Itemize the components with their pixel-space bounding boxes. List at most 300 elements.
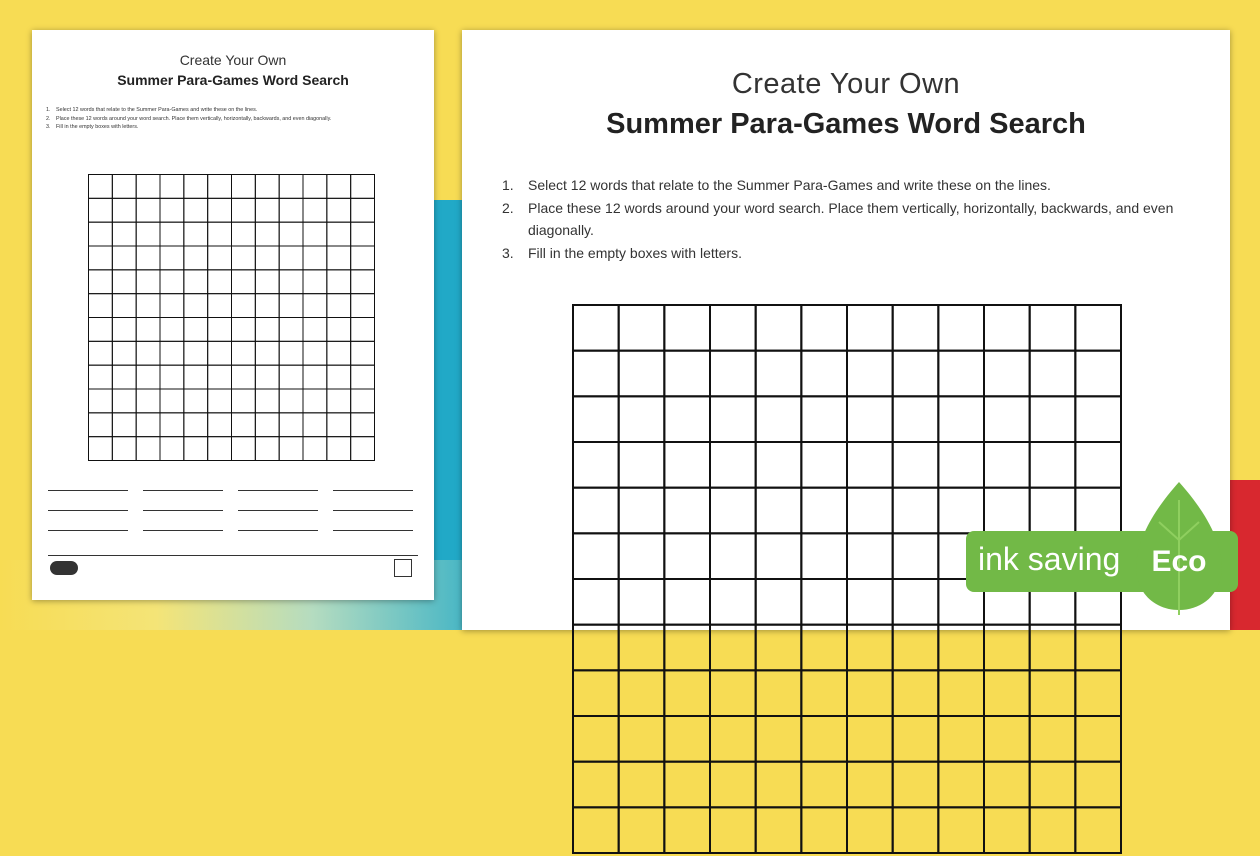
- grid-cell: [756, 579, 802, 625]
- twinkl-logo: [50, 561, 78, 575]
- instruction-number: 1.: [46, 107, 51, 113]
- grid-cell: [938, 442, 984, 488]
- grid-cell: [801, 762, 847, 808]
- grid-cell: [573, 305, 619, 351]
- answer-line: [48, 530, 128, 531]
- grid-cell: [847, 533, 893, 579]
- grid-cell: [160, 270, 184, 294]
- grid-cell: [619, 762, 665, 808]
- grid-cell: [1075, 442, 1121, 488]
- grid-cell: [710, 716, 756, 762]
- grid-cell: [112, 318, 136, 342]
- page-title-line1: Create Your Own: [731, 68, 961, 100]
- grid-cell: [255, 389, 279, 413]
- answer-line: [333, 490, 413, 491]
- grid-cell: [232, 341, 256, 365]
- grid-cell: [112, 413, 136, 437]
- grid-cell: [255, 246, 279, 270]
- grid-cell: [710, 579, 756, 625]
- grid-cell: [573, 533, 619, 579]
- grid-cell: [984, 625, 1030, 671]
- grid-cell: [208, 198, 232, 222]
- grid-cell: [1075, 305, 1121, 351]
- grid-cell: [710, 762, 756, 808]
- grid-cell: [710, 305, 756, 351]
- grid-cell: [232, 294, 256, 318]
- grid-cell: [184, 318, 208, 342]
- grid-cell: [255, 294, 279, 318]
- grid-cell: [847, 305, 893, 351]
- instruction-item: [502, 197, 1202, 242]
- grid-cell: [208, 341, 232, 365]
- grid-cell: [184, 294, 208, 318]
- grid-cell: [208, 413, 232, 437]
- grid-cell: [160, 294, 184, 318]
- grid-cell: [89, 437, 113, 461]
- grid-cell: [847, 807, 893, 853]
- grid-cell: [664, 533, 710, 579]
- grid-cell: [847, 762, 893, 808]
- grid-cell: [184, 270, 208, 294]
- grid-cell: [664, 351, 710, 397]
- page-title-line2: Summer Para-Games Word Search: [606, 108, 1086, 140]
- grid-cell: [279, 246, 303, 270]
- grid-cell: [136, 413, 160, 437]
- grid-cell: [938, 396, 984, 442]
- grid-cell: [573, 762, 619, 808]
- grid-cell: [573, 488, 619, 534]
- grid-cell: [1030, 716, 1076, 762]
- grid-cell: [327, 270, 351, 294]
- grid-cell: [160, 413, 184, 437]
- grid-cell: [112, 389, 136, 413]
- grid-cell: [938, 807, 984, 853]
- leaf-icon: [1131, 480, 1227, 615]
- grid-cell: [351, 413, 375, 437]
- instruction-item: [502, 174, 1202, 197]
- grid-cell: [255, 198, 279, 222]
- grid-cell: [1030, 625, 1076, 671]
- grid-cell: [112, 270, 136, 294]
- grid-cell: [984, 396, 1030, 442]
- grid-cell: [619, 625, 665, 671]
- grid-cell: [938, 762, 984, 808]
- grid-cell: [619, 396, 665, 442]
- grid-cell: [160, 389, 184, 413]
- grid-cell: [710, 488, 756, 534]
- grid-cell: [184, 389, 208, 413]
- grid-cell: [112, 246, 136, 270]
- grid-cell: [801, 305, 847, 351]
- grid-cell: [232, 270, 256, 294]
- grid-cell: [351, 437, 375, 461]
- instruction-text: Select 12 words that relate to the Summer Para-Games and write these on the lines.: [528, 177, 1051, 193]
- grid-cell: [801, 533, 847, 579]
- grid-cell: [1030, 807, 1076, 853]
- grid-cell: [1075, 670, 1121, 716]
- grid-cell: [984, 716, 1030, 762]
- grid-cell: [279, 198, 303, 222]
- grid-cell: [938, 625, 984, 671]
- grid-cell: [664, 807, 710, 853]
- grid-cell: [573, 351, 619, 397]
- answer-line: [238, 530, 318, 531]
- grid-cell: [756, 625, 802, 671]
- grid-cell: [255, 413, 279, 437]
- grid-cell: [1030, 396, 1076, 442]
- instruction-number: 2.: [502, 199, 514, 216]
- instruction-text: Fill in the empty boxes with letters.: [528, 244, 742, 261]
- grid-cell: [984, 488, 1030, 534]
- grid-cell: [573, 442, 619, 488]
- grid-cell: [279, 294, 303, 318]
- grid-cell: [1075, 351, 1121, 397]
- grid-cell: [893, 533, 939, 579]
- grid-cell: [756, 396, 802, 442]
- grid-cell: [279, 413, 303, 437]
- grid-cell: [847, 488, 893, 534]
- grid-cell: [573, 396, 619, 442]
- grid-cell: [893, 807, 939, 853]
- grid-cell: [303, 246, 327, 270]
- instruction-text: Fill in the empty boxes with letters.: [56, 124, 139, 130]
- grid-cell: [184, 222, 208, 246]
- grid-cell: [984, 442, 1030, 488]
- grid-cell: [664, 716, 710, 762]
- grid-cell: [801, 625, 847, 671]
- grid-cell: [984, 670, 1030, 716]
- grid-cell: [573, 625, 619, 671]
- grid-cell: [136, 246, 160, 270]
- footer-divider: [48, 555, 418, 556]
- grid-cell: [112, 365, 136, 389]
- grid-cell: [303, 365, 327, 389]
- grid-cell: [801, 579, 847, 625]
- grid-cell: [1030, 670, 1076, 716]
- grid-cell: [801, 488, 847, 534]
- grid-cell: [756, 807, 802, 853]
- grid-cell: [351, 175, 375, 199]
- grid-cell: [801, 670, 847, 716]
- grid-cell: [89, 365, 113, 389]
- eco-label: Eco: [1151, 545, 1207, 578]
- grid-cell: [232, 437, 256, 461]
- grid-cell: [801, 807, 847, 853]
- grid-cell: [801, 351, 847, 397]
- grid-cell: [756, 351, 802, 397]
- grid-cell: [255, 437, 279, 461]
- grid-cell: [112, 175, 136, 199]
- instruction-number: 3.: [46, 124, 51, 130]
- grid-cell: [303, 270, 327, 294]
- grid-cell: [208, 365, 232, 389]
- grid-cell: [893, 670, 939, 716]
- grid-cell: [136, 175, 160, 199]
- grid-cell: [279, 389, 303, 413]
- grid-cell: [303, 222, 327, 246]
- grid-cell: [893, 716, 939, 762]
- grid-cell: [89, 413, 113, 437]
- grid-cell: [279, 222, 303, 246]
- grid-cell: [984, 807, 1030, 853]
- grid-cell: [1075, 488, 1121, 534]
- grid-cell: [160, 437, 184, 461]
- grid-cell: [664, 762, 710, 808]
- answer-line: [238, 490, 318, 491]
- grid-cell: [847, 670, 893, 716]
- instruction-text: Place these 12 words around your word search. Place them vertically, horizontally, backwards, and even diagonally.: [56, 115, 332, 122]
- grid-cell: [1030, 488, 1076, 534]
- grid-cell: [893, 442, 939, 488]
- grid-cell: [232, 389, 256, 413]
- grid-cell: [327, 175, 351, 199]
- grid-cell: [232, 318, 256, 342]
- grid-cell: [136, 437, 160, 461]
- grid-cell: [279, 437, 303, 461]
- grid-cell: [208, 270, 232, 294]
- grid-cell: [184, 198, 208, 222]
- grid-cell: [160, 222, 184, 246]
- printer-icon: [394, 559, 412, 577]
- grid-cell: [619, 442, 665, 488]
- grid-cell: [208, 389, 232, 413]
- grid-cell: [938, 716, 984, 762]
- grid-cell: [619, 533, 665, 579]
- grid-cell: [327, 341, 351, 365]
- grid-cell: [89, 294, 113, 318]
- grid-cell: [664, 305, 710, 351]
- grid-cell: [232, 175, 256, 199]
- grid-cell: [89, 270, 113, 294]
- instructions-list: [46, 106, 416, 132]
- grid-cell: [279, 270, 303, 294]
- grid-cell: [893, 396, 939, 442]
- grid-cell: [573, 716, 619, 762]
- grid-cell: [184, 365, 208, 389]
- grid-cell: [303, 175, 327, 199]
- page-title-line2: Summer Para-Games Word Search: [117, 72, 349, 88]
- instruction-item: [502, 242, 1202, 265]
- grid-cell: [710, 442, 756, 488]
- grid-cell: [664, 625, 710, 671]
- grid-cell: [89, 246, 113, 270]
- grid-cell: [279, 341, 303, 365]
- grid-cell: [938, 305, 984, 351]
- grid-cell: [619, 305, 665, 351]
- grid-cell: [303, 341, 327, 365]
- grid-cell: [573, 670, 619, 716]
- grid-cell: [232, 246, 256, 270]
- grid-cell: [801, 442, 847, 488]
- grid-cell: [255, 175, 279, 199]
- grid-cell: [619, 807, 665, 853]
- grid-cell: [160, 318, 184, 342]
- grid-cell: [619, 716, 665, 762]
- grid-cell: [255, 222, 279, 246]
- grid-cell: [279, 175, 303, 199]
- grid-cell: [136, 270, 160, 294]
- grid-cell: [208, 318, 232, 342]
- grid-cell: [160, 365, 184, 389]
- grid-cell: [756, 488, 802, 534]
- grid-cell: [619, 351, 665, 397]
- grid-cell: [938, 351, 984, 397]
- answer-line: [238, 510, 318, 511]
- grid-cell: [112, 437, 136, 461]
- answer-line: [333, 530, 413, 531]
- grid-cell: [664, 670, 710, 716]
- grid-cell: [893, 488, 939, 534]
- grid-cell: [184, 413, 208, 437]
- grid-cell: [801, 716, 847, 762]
- grid-cell: [847, 396, 893, 442]
- grid-cell: [710, 670, 756, 716]
- grid-cell: [351, 341, 375, 365]
- grid-cell: [893, 579, 939, 625]
- grid-cell: [327, 413, 351, 437]
- instruction-text: Select 12 words that relate to the Summer Para-Games and write these on the lines.: [56, 107, 258, 113]
- grid-cell: [938, 488, 984, 534]
- grid-cell: [327, 437, 351, 461]
- grid-cell: [89, 318, 113, 342]
- grid-cell: [847, 442, 893, 488]
- grid-cell: [710, 351, 756, 397]
- answer-line: [48, 510, 128, 511]
- grid-cell: [89, 175, 113, 199]
- grid-cell: [893, 351, 939, 397]
- grid-cell: [327, 318, 351, 342]
- page-title-line1: Create Your Own: [179, 52, 287, 68]
- grid-cell: [327, 389, 351, 413]
- instruction-number: 3.: [502, 244, 514, 261]
- answer-line: [143, 490, 223, 491]
- grid-cell: [112, 341, 136, 365]
- grid-cell: [184, 341, 208, 365]
- grid-cell: [664, 579, 710, 625]
- grid-cell: [351, 270, 375, 294]
- grid-cell: [184, 175, 208, 199]
- grid-cell: [255, 341, 279, 365]
- instruction-item: [46, 115, 416, 124]
- answer-line: [143, 530, 223, 531]
- instruction-text: Place these 12 words around your word search. Place them vertically, horizontally, backwards, and even diagonally.: [528, 199, 1174, 238]
- grid-cell: [756, 670, 802, 716]
- grid-cell: [160, 246, 184, 270]
- grid-cell: [327, 294, 351, 318]
- grid-cell: [89, 198, 113, 222]
- grid-cell: [938, 670, 984, 716]
- grid-cell: [112, 198, 136, 222]
- grid-cell: [136, 294, 160, 318]
- grid-cell: [1030, 442, 1076, 488]
- grid-cell: [232, 222, 256, 246]
- instruction-item: [46, 106, 416, 115]
- worksheet-preview-small: [32, 30, 434, 600]
- grid-cell: [232, 413, 256, 437]
- instruction-number: 1.: [502, 177, 514, 193]
- grid-cell: [351, 246, 375, 270]
- grid-cell: [208, 294, 232, 318]
- grid-cell: [847, 625, 893, 671]
- grid-cell: [573, 579, 619, 625]
- answer-line: [333, 510, 413, 511]
- grid-cell: [160, 198, 184, 222]
- answer-line: [143, 510, 223, 511]
- grid-cell: [756, 716, 802, 762]
- grid-cell: [619, 579, 665, 625]
- grid-cell: [89, 341, 113, 365]
- grid-cell: [710, 807, 756, 853]
- grid-cell: [303, 294, 327, 318]
- grid-cell: [847, 716, 893, 762]
- grid-cell: [89, 222, 113, 246]
- grid-cell: [351, 294, 375, 318]
- grid-cell: [327, 246, 351, 270]
- instruction-number: 2.: [46, 115, 51, 122]
- grid-cell: [984, 305, 1030, 351]
- grid-cell: [208, 437, 232, 461]
- grid-cell: [351, 389, 375, 413]
- grid-cell: [208, 222, 232, 246]
- grid-cell: [893, 305, 939, 351]
- grid-cell: [351, 222, 375, 246]
- grid-cell: [756, 442, 802, 488]
- grid-cell: [847, 579, 893, 625]
- grid-cell: [847, 351, 893, 397]
- ink-saving-label: ink saving: [978, 541, 1121, 577]
- grid-cell: [710, 396, 756, 442]
- grid-cell: [351, 365, 375, 389]
- grid-cell: [184, 246, 208, 270]
- grid-cell: [351, 198, 375, 222]
- grid-cell: [1075, 807, 1121, 853]
- grid-cell: [184, 437, 208, 461]
- grid-cell: [984, 762, 1030, 808]
- grid-cell: [619, 488, 665, 534]
- grid-cell: [664, 488, 710, 534]
- grid-cell: [756, 533, 802, 579]
- answer-line: [48, 490, 128, 491]
- grid-cell: [255, 270, 279, 294]
- grid-cell: [136, 198, 160, 222]
- grid-cell: [232, 198, 256, 222]
- grid-cell: [1030, 305, 1076, 351]
- grid-cell: [112, 222, 136, 246]
- grid-cell: [136, 341, 160, 365]
- grid-cell: [232, 365, 256, 389]
- grid-cell: [89, 389, 113, 413]
- grid-cell: [1075, 762, 1121, 808]
- word-search-grid: [88, 174, 376, 462]
- grid-cell: [801, 396, 847, 442]
- grid-cell: [327, 222, 351, 246]
- grid-cell: [893, 625, 939, 671]
- grid-cell: [710, 533, 756, 579]
- grid-cell: [112, 294, 136, 318]
- instruction-item: [46, 123, 416, 132]
- grid-cell: [1075, 716, 1121, 762]
- grid-cell: [303, 198, 327, 222]
- grid-cell: [710, 625, 756, 671]
- grid-cell: [208, 175, 232, 199]
- grid-cell: [756, 762, 802, 808]
- grid-cell: [160, 341, 184, 365]
- grid-cell: [136, 365, 160, 389]
- grid-cell: [279, 365, 303, 389]
- grid-cell: [1030, 762, 1076, 808]
- grid-cell: [136, 222, 160, 246]
- grid-cell: [303, 413, 327, 437]
